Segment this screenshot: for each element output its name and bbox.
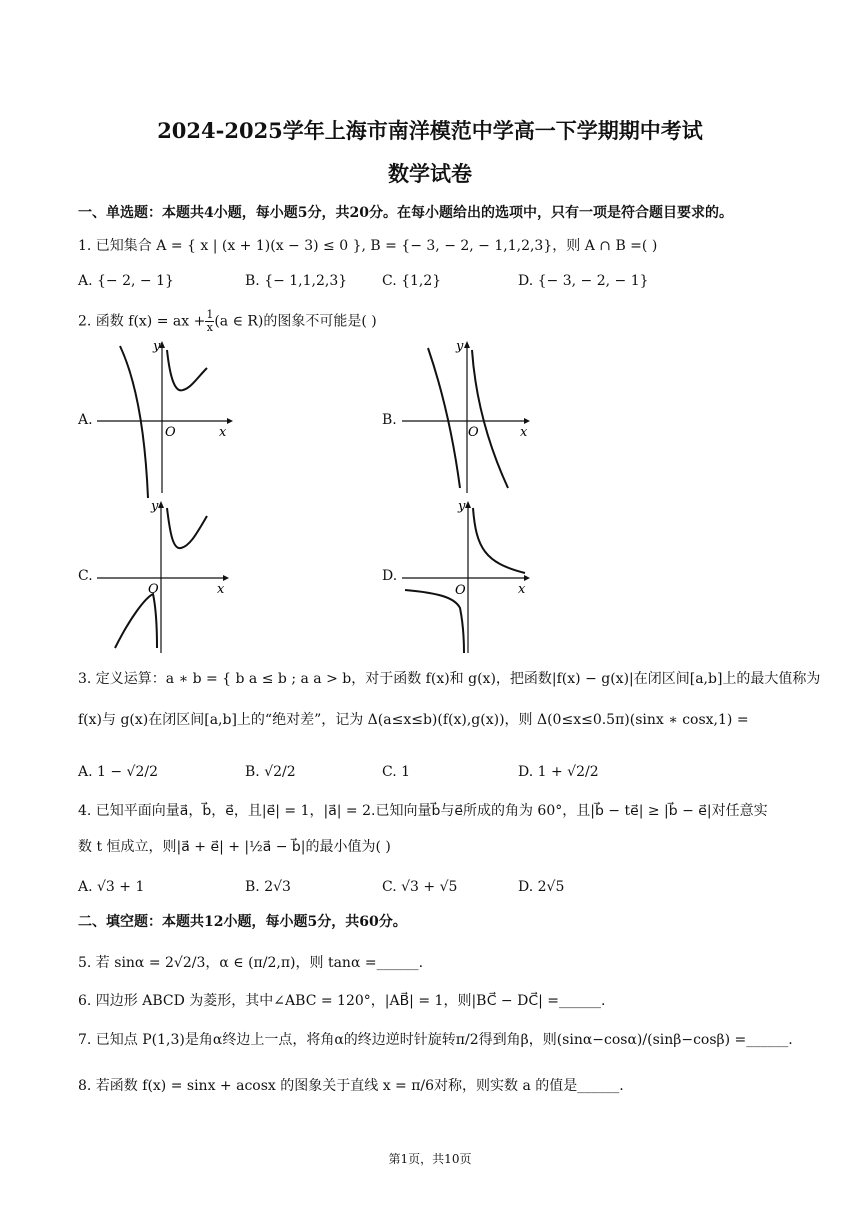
q1-option-a: A. {− 2, − 1} [78,273,174,289]
graph-a-x-arrow [227,418,233,424]
q8-text: 8. 若函数 f(x) = sinx + acosx 的图象关于直线 x = π/6对称，则实数 a 的值是______. [78,1078,624,1094]
q4-line1: 4. 已知平面向量a⃗，b⃗，e⃗，且|e⃗| = 1，|a⃗| = 2.已知向量b⃗与e⃗所成的角为 60°，且|b⃗ − te⃗| ≥ |b⃗ − e⃗|对任意实 [78,803,768,819]
graph-c [95,498,235,656]
q3-option-c: C. 1 [382,764,411,780]
graph-d [400,498,540,656]
q2-prefix: 2. 函数 f(x) = ax + [78,313,206,330]
q4-option-a: A. √3 + 1 [78,879,145,895]
q1-option-b: B. {− 1,1,2,3} [245,273,348,289]
graph-d-right-branch [473,508,525,573]
graph-b-x-label: x [520,425,528,440]
exam-title: 2024-2025学年上海市南洋模范中学高一下学期期中考试 [157,118,703,143]
q4-line2: 数 t 恒成立，则|a⃗ + e⃗| + |½a⃗ − b⃗|的最小值为( ) [78,839,391,855]
graph-b-right-branch [472,350,508,488]
q1-text: 1. 已知集合 A = { x | (x + 1)(x − 3) ≤ 0 }, B = {− 3, − 2, − 1,1,2,3}，则 A ∩ B =( ) [78,238,658,254]
graph-b-origin: O [468,425,479,440]
graph-b-x-arrow [524,418,530,424]
page-footer: 第1页，共10页 [388,1152,472,1166]
q2-frac-den: x [206,321,213,334]
graph-c-left-branch [115,594,157,648]
graph-d-y-arrow [465,501,471,508]
graph-c-label: C. [78,568,93,584]
q4-option-d: D. 2√5 [518,879,565,895]
graph-b-y-arrow [464,341,470,348]
graph-d-x-arrow [524,575,530,581]
q3-option-a: A. 1 − √2/2 [78,764,159,780]
q3-line2: f(x)与 g(x)在闭区间[a,b]上的“绝对差”，记为 Δ(a≤x≤b)(f(x),g(x))，则 Δ(0≤x≤0.5π)(sinx ∗ cosx,1) = [78,712,749,728]
q7-text: 7. 已知点 P(1,3)是角α终边上一点，将角α的终边逆时针旋转π/2得到角β，则(sinα−cosα)/(sinβ−cosβ) =______. [78,1032,793,1048]
graph-c-origin: O [148,582,159,597]
q4-option-b: B. 2√3 [245,879,291,895]
q3-option-b: B. √2/2 [245,764,296,780]
q2-suffix: (a ∈ R)的图象不可能是( ) [214,313,377,330]
q2-frac-num: 1 [206,308,214,321]
graph-b-left-branch [428,348,460,488]
q4-option-c: C. √3 + √5 [382,879,458,895]
q5-text: 5. 若 sinα = 2√2/3，α ∈ (π/2,π)，则 tanα =______. [78,955,424,971]
q1-option-d: D. {− 3, − 2, − 1} [518,273,649,289]
graph-d-y-label: y [458,499,466,514]
q1-option-c: C. {1,2} [382,273,442,289]
graph-d-label: D. [382,568,398,584]
section2-heading: 二、填空题：本题共12小题，每小题5分，共60分。 [78,914,407,930]
q3-option-d: D. 1 + √2/2 [518,764,599,780]
graph-c-y-label: y [151,499,159,514]
q2-fraction [205,309,214,334]
graph-a-x-label: x [219,425,227,440]
graph-c-y-arrow [158,501,164,508]
graph-d-left-branch [405,590,464,653]
graph-b-label: B. [382,412,397,428]
graph-d-x-label: x [518,582,526,597]
graph-a-origin: O [165,425,176,440]
q3-line1: 3. 定义运算：a ∗ b = { b a ≤ b ; a a > b，对于函数 f(x)和 g(x)，把函数|f(x) − g(x)|在闭区间[a,b]上的最大值称为 [78,671,821,687]
graph-c-right-branch [167,508,207,548]
graph-a-label: A. [78,412,93,428]
section1-heading: 一、单选题：本题共4小题，每小题5分，共20分。在每小题给出的选项中，只有一项是符合题目要求的。 [78,205,733,221]
q2-text [78,309,377,334]
graph-a-left-branch [120,346,148,498]
graph-d-origin: O [455,583,466,598]
graph-b [400,338,540,498]
exam-subtitle: 数学试卷 [388,161,472,186]
graph-a-right-branch [167,350,207,390]
q6-text: 6. 四边形 ABCD 为菱形，其中∠ABC = 120°，|AB⃗| = 1，则|BC⃗ − DC⃗| =______. [78,993,606,1009]
graph-b-y-label: y [456,339,464,354]
graph-a [95,338,235,498]
graph-c-x-arrow [223,575,229,581]
graph-c-x-label: x [217,582,225,597]
graph-a-y-label: y [153,339,161,354]
